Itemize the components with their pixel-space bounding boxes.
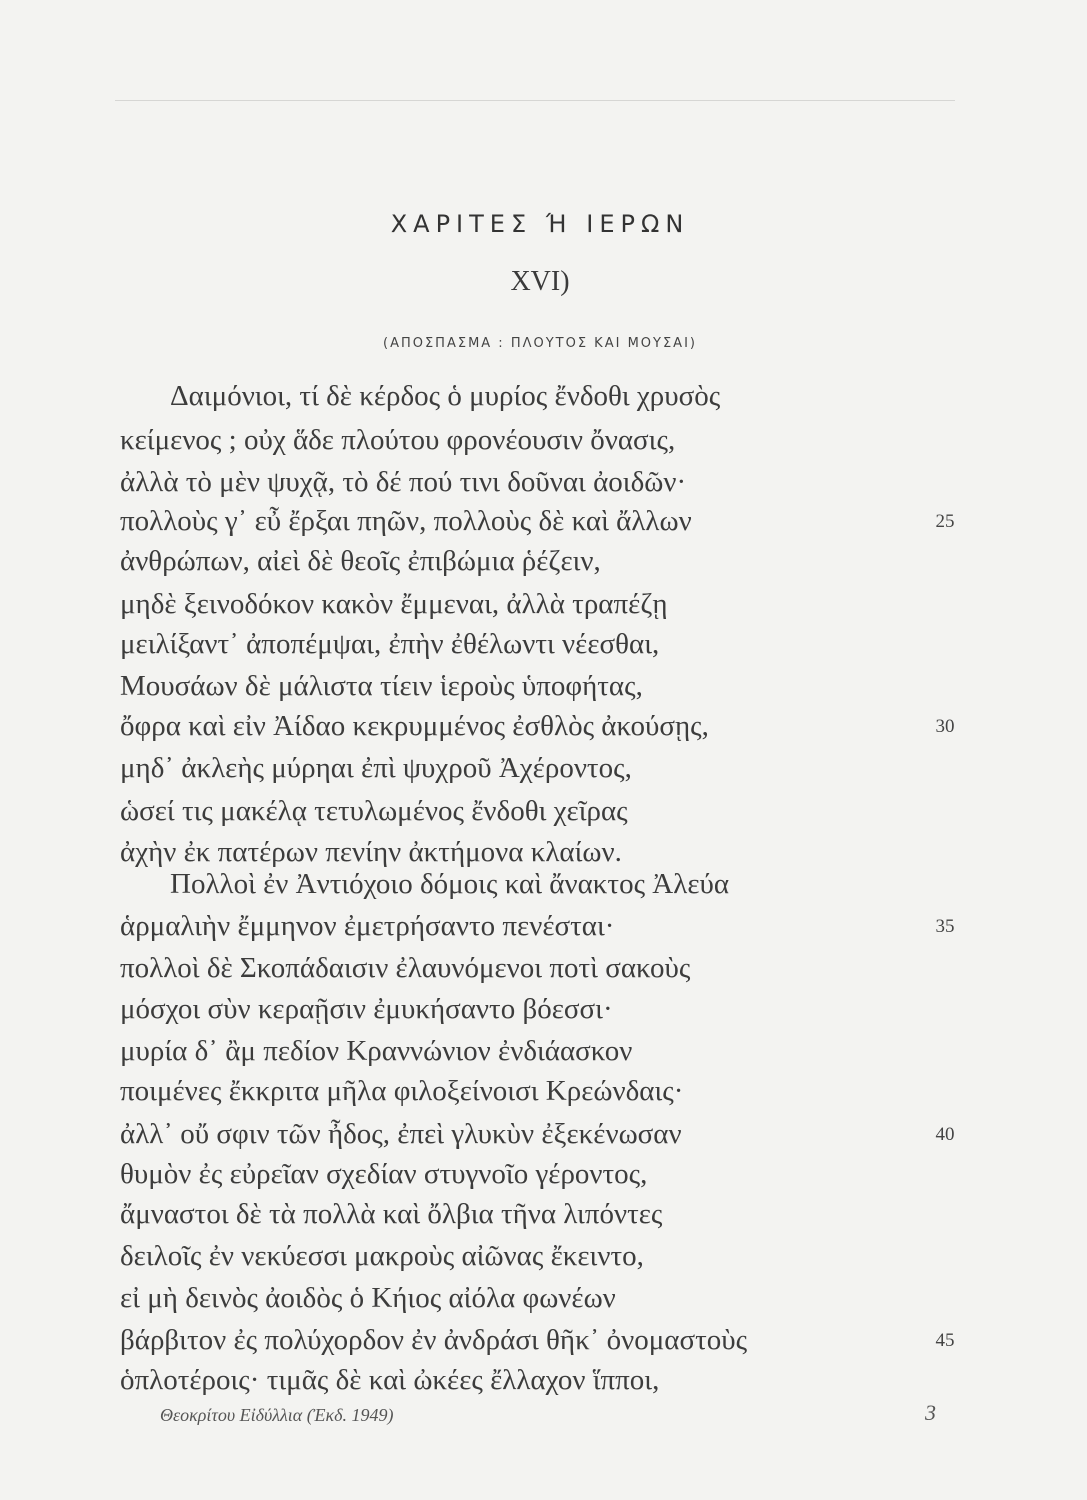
poem-title: ΧΑΡΙΤΕΣ Ή ΙΕΡΩΝ	[390, 210, 690, 238]
line-number: 25	[935, 511, 955, 532]
verse-text: πολλοὶ δὲ Σκοπάδαισιν ἐλαυνόμενοι ποτὶ σακοὺς	[120, 952, 691, 984]
line-number: 35	[935, 916, 955, 937]
verse-text: ἀλλὰ τὸ μὲν ψυχᾷ, τὸ δέ πού τινι δοῦναι ἀοιδῶν·	[120, 466, 687, 498]
verse-line	[0, 1075, 1087, 1115]
verse-line	[0, 1035, 1087, 1075]
verse-line	[0, 670, 1087, 710]
verse-text: ὡσεί τις μακέλᾳ τετυλωμένος ἔνδοθι χεῖρας	[120, 795, 628, 827]
verse-line	[0, 952, 1087, 992]
section-number: XVI)	[510, 266, 570, 297]
poem-subtitle: (ΑΠΟΣΠΑΣΜΑ : ΠΛΟΥΤΟΣ ΚΑΙ ΜΟΥΣΑΙ)	[383, 336, 697, 351]
verse-line	[0, 1282, 1087, 1322]
verse-text: μόσχοι σὺν κεραῇσιν ἐμυκήσαντο βόεσσι·	[120, 993, 613, 1025]
line-number: 40	[935, 1124, 955, 1145]
verse-text: ἀχὴν ἐκ πατέρων πενίην ἀκτήμονα κλαίων.	[120, 836, 622, 868]
footer-source: Θεοκρίτου Εἰδύλλια (Ἐκδ. 1949)	[160, 1405, 394, 1425]
verse-line	[0, 588, 1087, 628]
verse-text: ἀλλ᾽ οὔ σφιν τῶν ἦδος, ἐπεὶ γλυκὺν ἐξεκένωσαν	[120, 1118, 682, 1150]
verse-text: μυρία δ᾽ ἂμ πεδίον Κραννώνιον ἐνδιάασκον	[120, 1035, 633, 1067]
verse-line	[0, 868, 1087, 908]
verse-text: Δαιμόνιοι, τί δὲ κέρδος ὁ μυρίος ἔνδοθι χρυσὸς	[170, 380, 721, 412]
verse-line	[0, 1364, 1087, 1404]
verse-text: εἰ μὴ δεινὸς ἀοιδὸς ὁ Κήιος αἰόλα φωνέων	[120, 1282, 616, 1314]
verse-text: ποιμένες ἔκκριτα μῆλα φιλοξείνοισι Κρεώνδαις·	[120, 1075, 684, 1107]
verse-text: δειλοῖς ἐν νεκύεσσι μακροὺς αἰῶνας ἔκειντο,	[120, 1240, 644, 1272]
verse-line	[0, 1118, 1087, 1158]
verse-line	[0, 545, 1087, 585]
verse-text: μηδὲ ξεινοδόκον κακὸν ἔμμεναι, ἀλλὰ τραπέζῃ	[120, 588, 668, 620]
verse-line	[0, 1324, 1087, 1364]
verse-text: Μουσάων δὲ μάλιστα τίειν ἱεροὺς ὑποφήτας,	[120, 670, 643, 702]
verse-text: κείμενος ; οὐχ ἅδε πλούτου φρονέουσιν ὄνασις,	[120, 424, 676, 456]
verse-line	[0, 795, 1087, 835]
verse-text: μειλίξαντ᾽ ἀποπέμψαι, ἐπὴν ἐθέλωντι νέεσθαι,	[120, 628, 660, 660]
line-number: 45	[935, 1330, 955, 1351]
verse-line	[0, 628, 1087, 668]
verse-text: ὄφρα καὶ εἰν Ἀίδαο κεκρυμμένος ἐσθλὸς ἀκούσῃς,	[120, 710, 709, 742]
verse-text: πολλοὺς γ᾽ εὖ ἔρξαι πηῶν, πολλοὺς δὲ καὶ ἄλλων	[120, 505, 692, 537]
verse-line	[0, 424, 1087, 464]
verse-text: ὁπλοτέροις· τιμᾶς δὲ καὶ ὠκέες ἔλλαχον ἵπποι,	[120, 1364, 660, 1396]
verse-text: μηδ᾽ ἀκλεὴς μύρηαι ἐπὶ ψυχροῦ Ἀχέροντος,	[120, 752, 632, 784]
verse-line	[0, 1198, 1087, 1238]
verse-text: θυμὸν ἐς εὐρεῖαν σχεδίαν στυγνοῖο γέροντος,	[120, 1158, 648, 1190]
page-number: 3	[925, 1400, 936, 1425]
verse-line	[0, 380, 1087, 420]
verse-text: βάρβιτον ἐς πολύχορδον ἐν ἀνδράσι θῆκ᾽ ὀνομαστοὺς	[120, 1324, 748, 1356]
verse-text: Πολλοὶ ἐν Ἀντιόχοιο δόμοις καὶ ἄνακτος Ἀλεύα	[170, 868, 730, 900]
verse-line	[0, 505, 1087, 545]
verse-line	[0, 1240, 1087, 1280]
verse-line	[0, 1158, 1087, 1198]
verse-line	[0, 910, 1087, 950]
verse-text: ἄμναστοι δὲ τὰ πολλὰ καὶ ὄλβια τῆνα λιπόντες	[120, 1198, 663, 1230]
verse-line	[0, 752, 1087, 792]
line-number: 30	[935, 716, 955, 737]
verse-line	[0, 993, 1087, 1033]
verse-text: ἀνθρώπων, αἰεὶ δὲ θεοῖς ἐπιβώμια ῥέζειν,	[120, 545, 601, 577]
header-rule	[115, 100, 955, 101]
verse-text: ἁρμαλιὴν ἔμμηνον ἐμετρήσαντο πενέσται·	[120, 910, 615, 942]
verse-line	[0, 710, 1087, 750]
verse-line	[0, 466, 1087, 506]
